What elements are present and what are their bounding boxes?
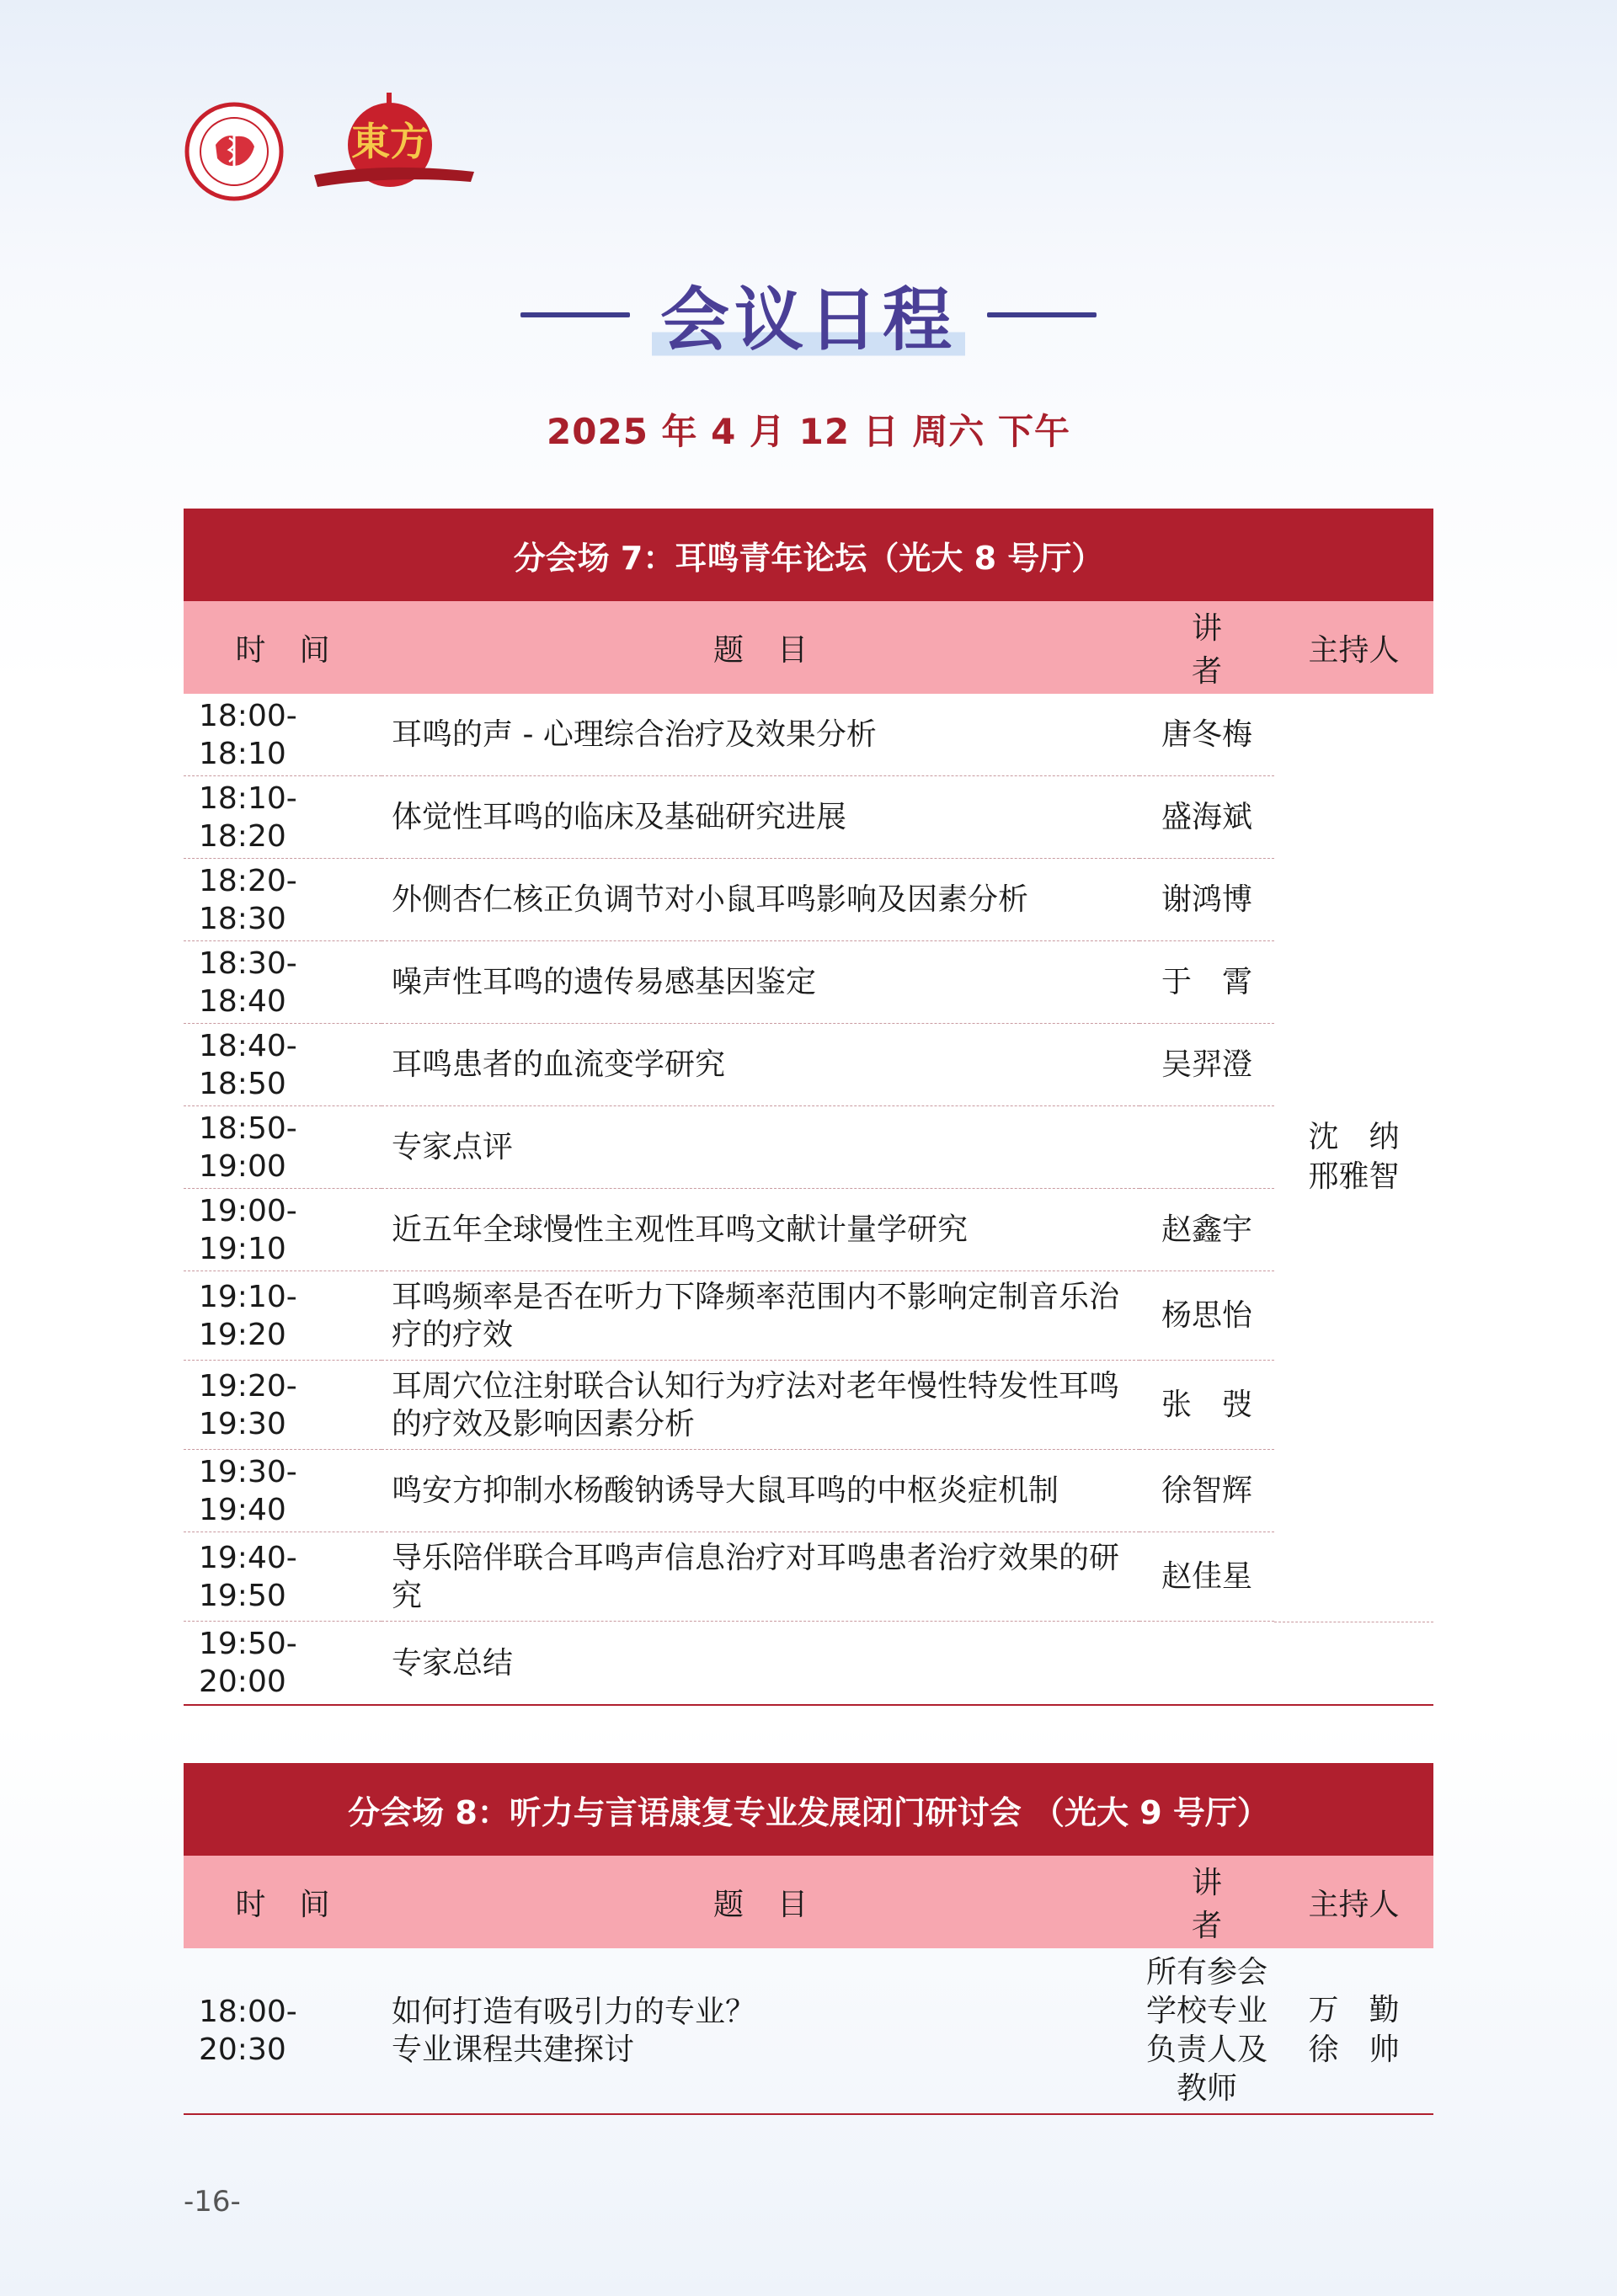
row-speaker: 赵佳星 xyxy=(1139,1532,1274,1622)
speaker-line: 学校专业 xyxy=(1145,1993,1267,2028)
row-topic: 耳鸣的声 - 心理综合治疗及效果分析 xyxy=(382,694,1139,776)
row-time: 18:00-20:30 xyxy=(199,1995,297,2067)
schedule-date: 2025 年 4 月 12 日 周六 下午 xyxy=(547,411,1070,452)
topic-line: 专业课程共建探讨 xyxy=(392,2032,635,2067)
row-topic xyxy=(382,1948,1139,2113)
row-speaker: 杨思怡 xyxy=(1139,1271,1274,1361)
row-time: 19:20-19:30 xyxy=(184,1361,382,1450)
session-7-schedule-table xyxy=(184,694,1433,1706)
row-speaker: 徐智辉 xyxy=(1139,1450,1274,1532)
row-time: 18:00-18:10 xyxy=(184,694,382,776)
row-time: 18:40-18:50 xyxy=(184,1024,382,1106)
row-time: 19:10-19:20 xyxy=(184,1271,382,1361)
column-host: 主持人 xyxy=(1308,1887,1400,1922)
row-topic: 噪声性耳鸣的遗传易感基因鉴定 xyxy=(382,941,1139,1024)
row-topic: 专家总结 xyxy=(392,1645,514,1681)
host-name: 邢雅智 xyxy=(1308,1159,1400,1194)
title-right-rule xyxy=(987,312,1097,317)
host-name: 万 勤 xyxy=(1308,1993,1400,2028)
host-name: 徐 帅 xyxy=(1308,2032,1400,2067)
row-speaker xyxy=(1139,1948,1274,2113)
row-topic: 外侧杏仁核正负调节对小鼠耳鸣影响及因素分析 xyxy=(382,859,1139,941)
row-time: 19:40-19:50 xyxy=(184,1532,382,1622)
title-left-rule xyxy=(520,312,630,317)
row-topic: 耳鸣频率是否在听力下降频率范围内不影响定制音乐治疗的疗效 xyxy=(382,1271,1139,1361)
speaker-line: 所有参会 xyxy=(1145,1954,1267,1990)
session-8-title: 分会场 8：听力与言语康复专业发展闭门研讨会 （光大 9 号厅） xyxy=(184,1763,1433,1856)
session-7-title: 分会场 7：耳鸣青年论坛（光大 8 号厅） xyxy=(184,509,1433,601)
session-7-host xyxy=(1274,694,1433,1622)
row-speaker xyxy=(1139,1106,1274,1189)
topic-line: 如何打造有吸引力的专业？ xyxy=(392,1995,756,2029)
row-topic: 导乐陪伴联合耳鸣声信息治疗对耳鸣患者治疗效果的研究 xyxy=(382,1532,1139,1622)
row-time: 19:50-20:00 xyxy=(199,1627,297,1699)
east-conference-series-logo xyxy=(306,84,483,202)
session-8 xyxy=(184,1763,1433,2115)
row-time: 19:30-19:40 xyxy=(184,1450,382,1532)
column-speaker: 讲者 xyxy=(1191,1866,1256,1943)
row-host-empty xyxy=(1274,1622,1433,1704)
column-topic: 题目 xyxy=(712,632,841,668)
column-topic: 题目 xyxy=(712,1887,841,1922)
session-7-column-headers xyxy=(184,601,1433,694)
row-time: 18:20-18:30 xyxy=(184,859,382,941)
session-8-schedule-table xyxy=(184,1948,1433,2115)
page-title: 会议日程 xyxy=(652,265,965,364)
column-time: 时间 xyxy=(235,1887,364,1922)
row-topic: 近五年全球慢性主观性耳鸣文献计量学研究 xyxy=(382,1189,1139,1271)
speaker-line: 负责人及 xyxy=(1145,2032,1267,2067)
column-host: 主持人 xyxy=(1308,632,1400,668)
session-8-host xyxy=(1274,1948,1433,2113)
row-speaker: 唐冬梅 xyxy=(1139,694,1274,776)
row-time: 18:30-18:40 xyxy=(184,941,382,1024)
session-7 xyxy=(184,509,1433,1706)
svg-text:東方: 東方 xyxy=(351,119,429,164)
session-8-column-headers xyxy=(184,1856,1433,1948)
row-time: 19:00-19:10 xyxy=(184,1189,382,1271)
row-time: 18:10-18:20 xyxy=(184,776,382,859)
speaker-line: 教师 xyxy=(1176,2071,1237,2107)
row-topic: 专家点评 xyxy=(382,1106,1139,1189)
row-topic: 鸣安方抑制水杨酸钠诱导大鼠耳鸣的中枢炎症机制 xyxy=(382,1450,1139,1532)
row-speaker xyxy=(1139,1622,1274,1704)
shanghai-medical-association-logo xyxy=(184,101,285,202)
column-time: 时间 xyxy=(235,632,364,668)
row-speaker: 赵鑫宇 xyxy=(1139,1189,1274,1271)
page-title-block xyxy=(0,265,1617,364)
host-name: 沈 纳 xyxy=(1308,1120,1400,1155)
row-topic: 体觉性耳鸣的临床及基础研究进展 xyxy=(382,776,1139,859)
column-speaker: 讲者 xyxy=(1191,611,1256,689)
row-speaker: 于 霄 xyxy=(1139,941,1274,1024)
row-speaker: 谢鸿博 xyxy=(1139,859,1274,941)
row-speaker: 盛海斌 xyxy=(1139,776,1274,859)
row-speaker: 张 弢 xyxy=(1139,1361,1274,1450)
row-topic: 耳周穴位注射联合认知行为疗法对老年慢性特发性耳鸣的疗效及影响因素分析 xyxy=(382,1361,1139,1450)
row-speaker: 吴羿澄 xyxy=(1139,1024,1274,1106)
page-number: -16- xyxy=(184,2185,241,2219)
row-time: 18:50-19:00 xyxy=(184,1106,382,1189)
row-topic: 耳鸣患者的血流变学研究 xyxy=(382,1024,1139,1106)
